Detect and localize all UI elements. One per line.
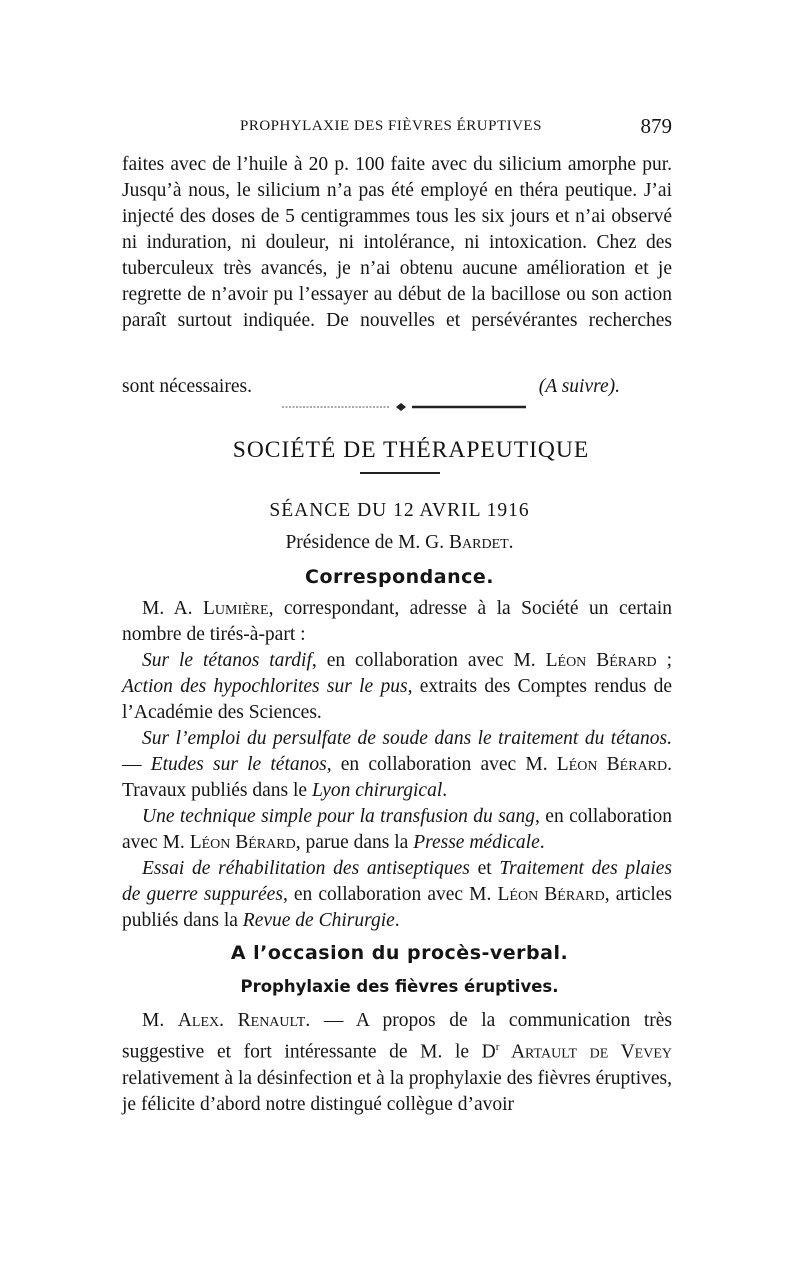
p5-end: . [394,910,400,931]
p2-mid-2: ; [656,650,673,671]
p4-end: . [539,832,545,853]
to-be-continued: (A suivre). [538,376,620,397]
p3-journal: Lyon chirurgical [311,780,443,801]
correspondance-paragraph-4 [122,804,672,856]
society-title: SOCIÉTÉ DE THÉRAPEUTIQUE [232,437,590,463]
prophylaxie-subheading: Prophylaxie des fièvres éruptives. [240,977,559,996]
pv-colleague: Artault de Vevey [499,1041,672,1063]
p1-author: Lumière [203,598,269,619]
intro-paragraph: faites avec de l’huile à 20 p. 100 faite avec du silicium amorphe pur. Jusqu’à nous, le silicium n’a pas été employé en théra peutique. J’ai injecté des doses de 5 centigrammes tous les six jours et n’ai observé ni induration, ni douleur, ni intolérance, ni intoxication. Chez des tuberculeux très avancés, je n’ai obtenu aucune amélioration et je regrette de n’avoir pu l’essayer au début de la bacillose ou son action paraît surtout indiquée. De nouvelles et persévérantes recherches [122,154,672,331]
session-date: SÉANCE DU 12 AVRIL 1916 [269,500,530,521]
p3-title-2: Etudes sur le tétanos [150,754,327,775]
p4-title: Une technique simple pour la transfusion du sang [142,806,536,827]
presidence-line [122,532,677,554]
p4-mid-2: , parue dans la [295,832,414,853]
p5-title-2: Traitement des plaies de guerre suppurées [122,858,672,905]
p5-mid: et [469,858,500,879]
p2-coauthor: Léon Bérard [545,650,657,671]
p1-prefix: M. A. [142,598,203,619]
proces-verbal-heading: A l’occasion du procès-verbal. [230,942,569,964]
p5-coauthor: Léon Bérard [497,884,605,905]
running-head-title: PROPHYLAXIE DES FIÈVRES ÉRUPTIVES [240,118,542,134]
p2-title-1: Sur le tétanos tardif [142,650,312,671]
correspondance-paragraph-2 [122,648,672,726]
correspondance-paragraph-1 [122,596,672,648]
correspondance-paragraph-3 [122,726,672,804]
p4-mid: , en collaboration avec M. [122,806,672,853]
p1-text: , correspondant, adresse à la Société un certain nombre de tirés-à-part : [122,598,672,645]
president-name: Bardet [449,532,509,553]
pv-mid: . — A propos de la communication très suggestive et fort intéressante de M. le D [122,1010,672,1063]
p3-coauthor: Léon Bérard [556,754,668,775]
presidence-prefix: Présidence de M. G. [285,532,449,553]
p5-mid-2: , en collaboration avec M. [282,884,498,905]
running-head [122,116,672,140]
ornamental-rule [282,402,526,412]
p4-journal: Presse médicale [413,832,540,853]
p3-title-1: Sur l’emploi du persulfate de soude dans le traitement du tétanos. [142,728,672,749]
p4-coauthor: Léon Bérard [189,832,296,853]
presidence-suffix: . [508,532,514,553]
p2-mid-1: , en collaboration avec M. [311,650,546,671]
p2-title-2: Action des hypochlorites sur le pus [122,676,408,697]
pv-prefix: M. [142,1010,178,1031]
p5-mid-3: , articles publiés dans la [122,884,673,931]
page-number: 879 [640,114,672,138]
proces-verbal-paragraph [122,1008,672,1118]
correspondance-paragraph-5 [122,856,672,934]
title-underline [360,472,440,474]
p3-end: . [442,780,448,801]
p5-journal: Revue de Chirurgie [242,910,395,931]
p3-mid-2: . Travaux publiés dans le [122,754,673,801]
pv-author: Alex. Renault [177,1010,306,1031]
p5-title-1: Essai de réhabilitation des antiseptiques [142,858,470,879]
p2-end: , extraits des Comptes rendus de l’Académie des Sciences. [122,676,672,723]
p3-dash: — [122,754,151,775]
pv-end: relativement à la désinfection et à la prophylaxie des fièvres éruptives, je félicite d’abord notre distingué collègue d’avoir [122,1067,672,1115]
correspondance-heading: Correspondance. [305,566,494,588]
p3-mid: , en collaboration avec M. [326,754,557,775]
pv-sup: r [495,1041,500,1053]
intro-last-line-text: sont nécessaires. [122,376,252,397]
